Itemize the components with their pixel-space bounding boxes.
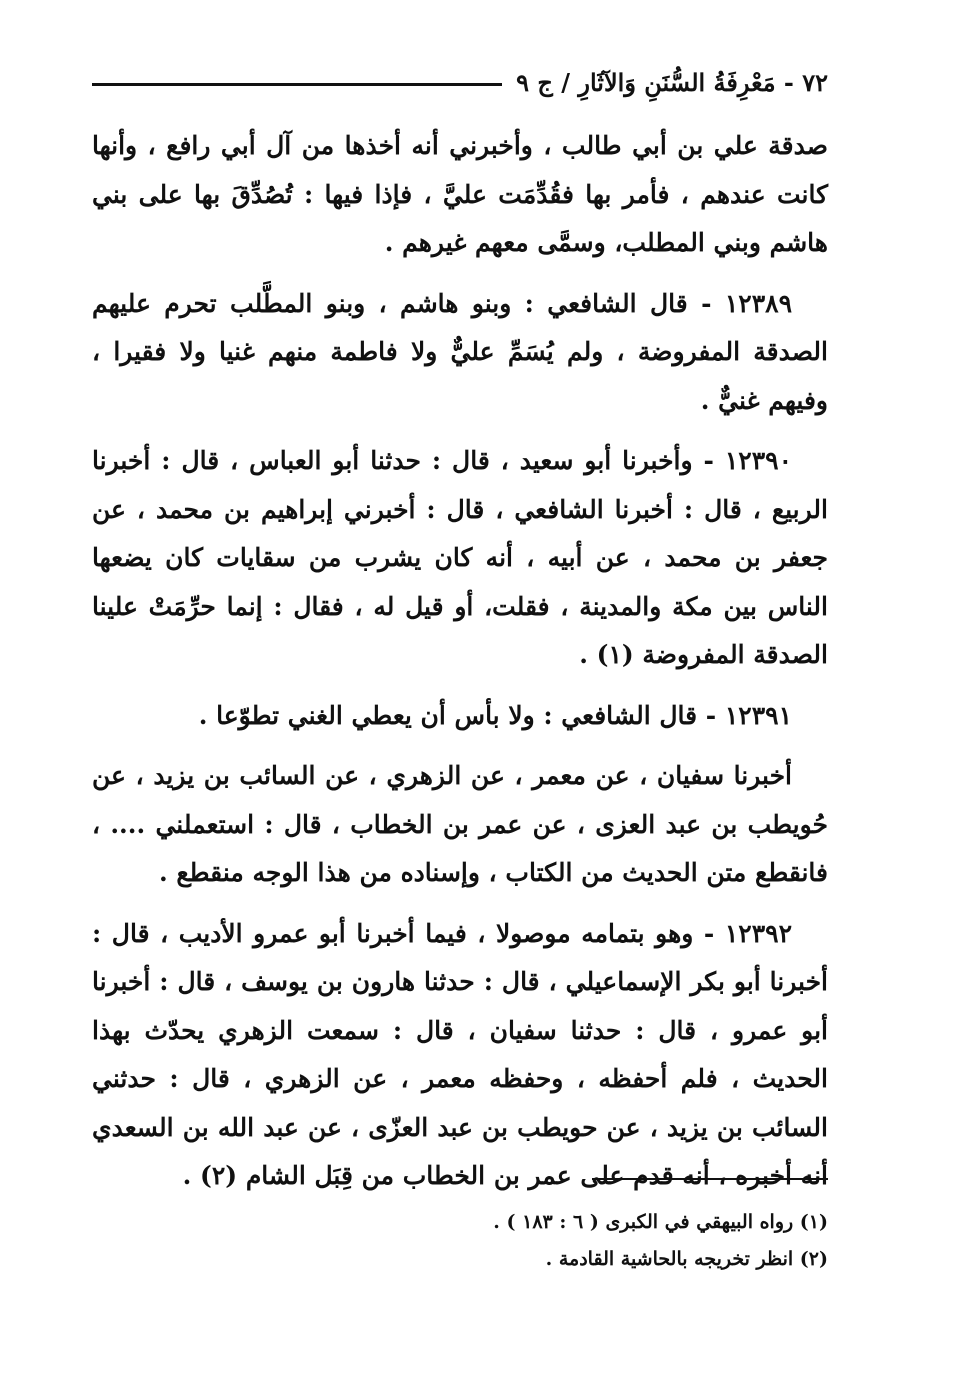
header-rule <box>92 83 502 86</box>
page-header-title: ٧٢ - مَعْرِفَةُ السُّنَنِ وَالآثَارِ / ج ٩ <box>516 67 828 97</box>
footnote-rule <box>592 1178 828 1180</box>
paragraph-12392: ١٢٣٩٢ - وهو بتمامه موصولا ، فيما أخبرنا أبو عمرو الأديب ، قال : أخبرنا أبو بكر الإسماعيلي ، قال : حدثنا هارون بن يوسف ، قال : أخبرنا أبو عمرو ، قال : حدثنا سفيان ، قال : سمعت الزهري يحدّث بهذا الحديث ، فلم أحفظه ، وحفظه معمر ، عن الزهري ، قال : حدثني السائب بن يزيد ، عن حويطب بن عبد العزّى ، عن عبد الله بن السعدي أنه أخبره ، أنه قدم على عمر بن الخطاب من قِبَل الشام (٢) . <box>92 918 828 1190</box>
footnotes <box>92 1204 828 1278</box>
main-text <box>92 122 828 1201</box>
paragraph-12390: ١٢٣٩٠ - وأخبرنا أبو سعيد ، قال : حدثنا أبو العباس ، قال : أخبرنا الربيع ، قال : أخبرنا الشافعي ، قال : أخبرني إبراهيم بن محمد ، عن جعفر بن محمد ، عن أبيه ، أنه كان يشرب من سقايات كان يضعها الناس بين مكة والمدينة ، فقلت، أو قيل له ، فقال : إنما حرِّمَتْ علينا الصدقة المفروضة (١) . <box>92 446 828 669</box>
paragraph-12391: ١٢٣٩١ - قال الشافعي : ولا بأس أن يعطي الغني تطوّعا . <box>198 700 792 730</box>
running-header <box>92 62 828 102</box>
paragraph-12389: ١٢٣٨٩ - قال الشافعي : وبنو هاشم ، وبنو المطَّلب تحرم عليهم الصدقة المفروضة ، ولم يُسَمِّ عليٌّ ولا فاطمة منهم غنيا ولا فقيرا ، وفيهم غنيٌّ . <box>92 288 828 415</box>
footnote-1: (١) رواه البيهقي في الكبرى ( ٦ : ١٨٣ ) . <box>493 1211 828 1233</box>
paragraph-sufyan-chain: أخبرنا سفيان ، عن معمر ، عن الزهري ، عن السائب بن يزيد ، عن حُويطب بن عبد العزى ، عن عمر بن الخطاب ، قال : استعملني .... ، فانقطع متن الحديث من الكتاب ، وإسناده من هذا الوجه منقطع . <box>92 761 828 887</box>
footnote-2: (٢) انظر تخريجه بالحاشية القادمة . <box>545 1248 828 1270</box>
paragraph-continuation: صدقة علي بن أبي طالب ، وأخبرني أنه أخذها من آل أبي رافع ، وأنها كانت عندهم ، فأمر بها فقُدِّمَت عليَّ ، فإذا فيها : تُصُدِّقَ بها على بني هاشم وبني المطلب، وسمَّى معهم غيرهم . <box>92 131 828 257</box>
